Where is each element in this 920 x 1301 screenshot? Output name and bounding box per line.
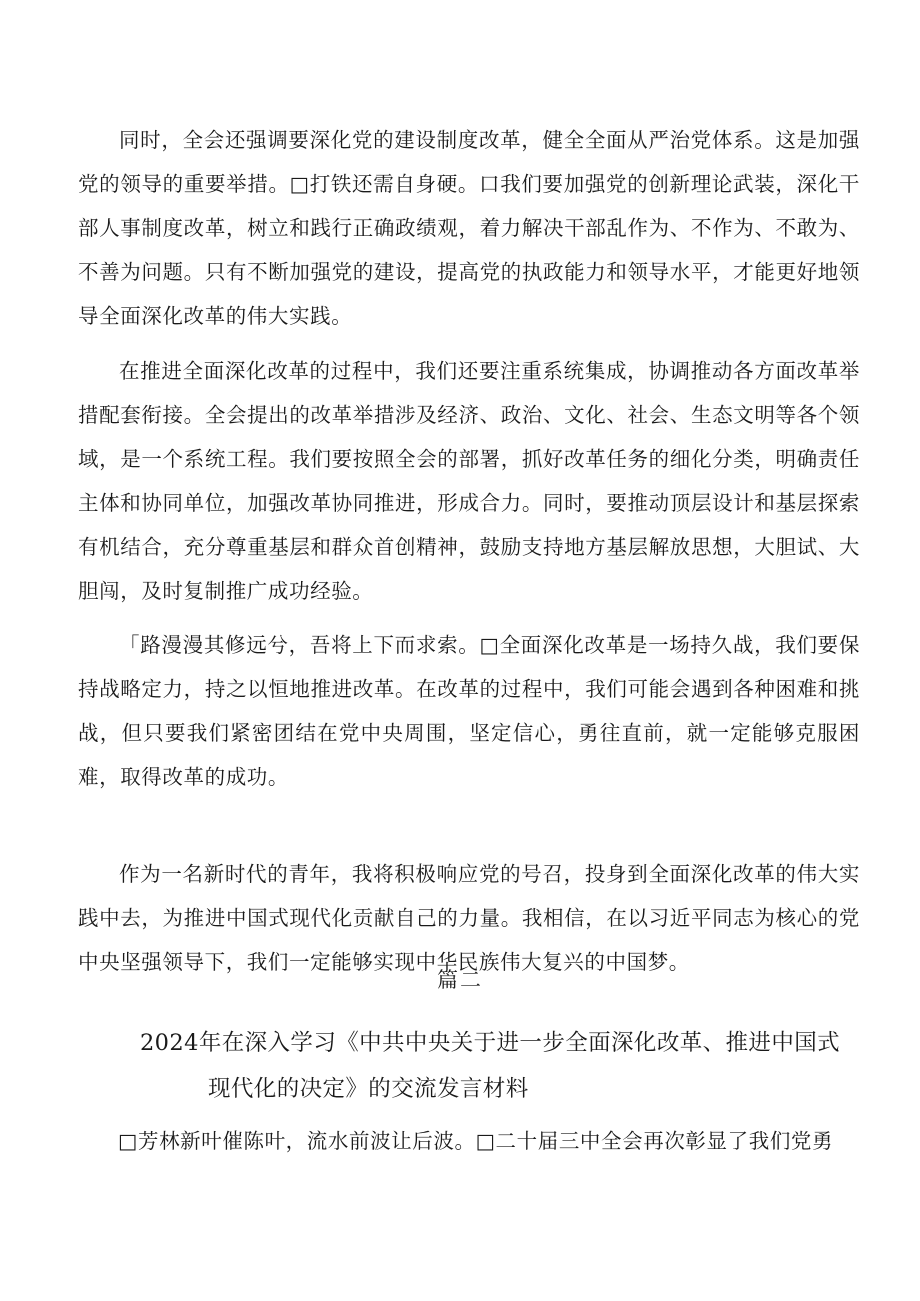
paragraph-youth-commitment: 作为一名新时代的青年，我将积极响应党的号召，投身到全面深化改革的伟大实践中去，为推进中国式现代化贡献自己的力量。我相信，在以习近平同志为核心的党中央坚强领导下，我们一定能够实现中华民族伟大复兴的中国梦。 <box>78 862 860 974</box>
paragraph-system-integration: 在推进全面深化改革的过程中，我们还要注重系统集成，协调推动各方面改革举措配套衔接。全会提出的改革举措涉及经济、政治、文化、社会、生态文明等各个领域，是一个系统工程。我们要按照全会的部署，抓好改革任务的细化分类，明确责任主体和协同单位，加强改革协同推进，形成合力。同时，要推动顶层设计和基层探索有机结合，充分尊重基层和群众首创精神，鼓励支持地方基层解放思想，大胆试、大胆闯，及时复制推广成功经验。 <box>78 359 860 603</box>
document-title-line-1: 2024年在深入学习《中共中央关于进一步全面深化改革、推进中国式 <box>139 1030 841 1056</box>
paragraph-opening: □芳林新叶催陈叶，流水前波让后波。□二十届三中全会再次彰显了我们党勇 <box>118 1129 834 1153</box>
paragraph-party-building: 同时，全会还强调要深化党的建设制度改革，健全全面从严治党体系。这是加强党的领导的重要举措。□打铁还需自身硬。口我们要加强党的创新理论武装，深化干部人事制度改革，树立和践行正确政绩观，着力解决干部乱作为、不作为、不敢为、不善为问题。只有不断加强党的建设，提高党的执政能力和领导水平，才能更好地领导全面深化改革的伟大实践。 <box>78 128 860 328</box>
document-title <box>100 1020 880 1112</box>
paragraph-long-road: 「路漫漫其修远兮，吾将上下而求索。□全面深化改革是一场持久战，我们要保持战略定力，持之以恒地推进改革。在改革的过程中，我们可能会遇到各种困难和挑战，但只要我们紧密团结在党中央周围，坚定信心，勇往直前，就一定能够克服困难，取得改革的成功。 <box>78 633 860 789</box>
section-label: 篇二 <box>437 968 483 992</box>
document-title-line-2: 现代化的决定》的交流发言材料 <box>208 1076 529 1102</box>
